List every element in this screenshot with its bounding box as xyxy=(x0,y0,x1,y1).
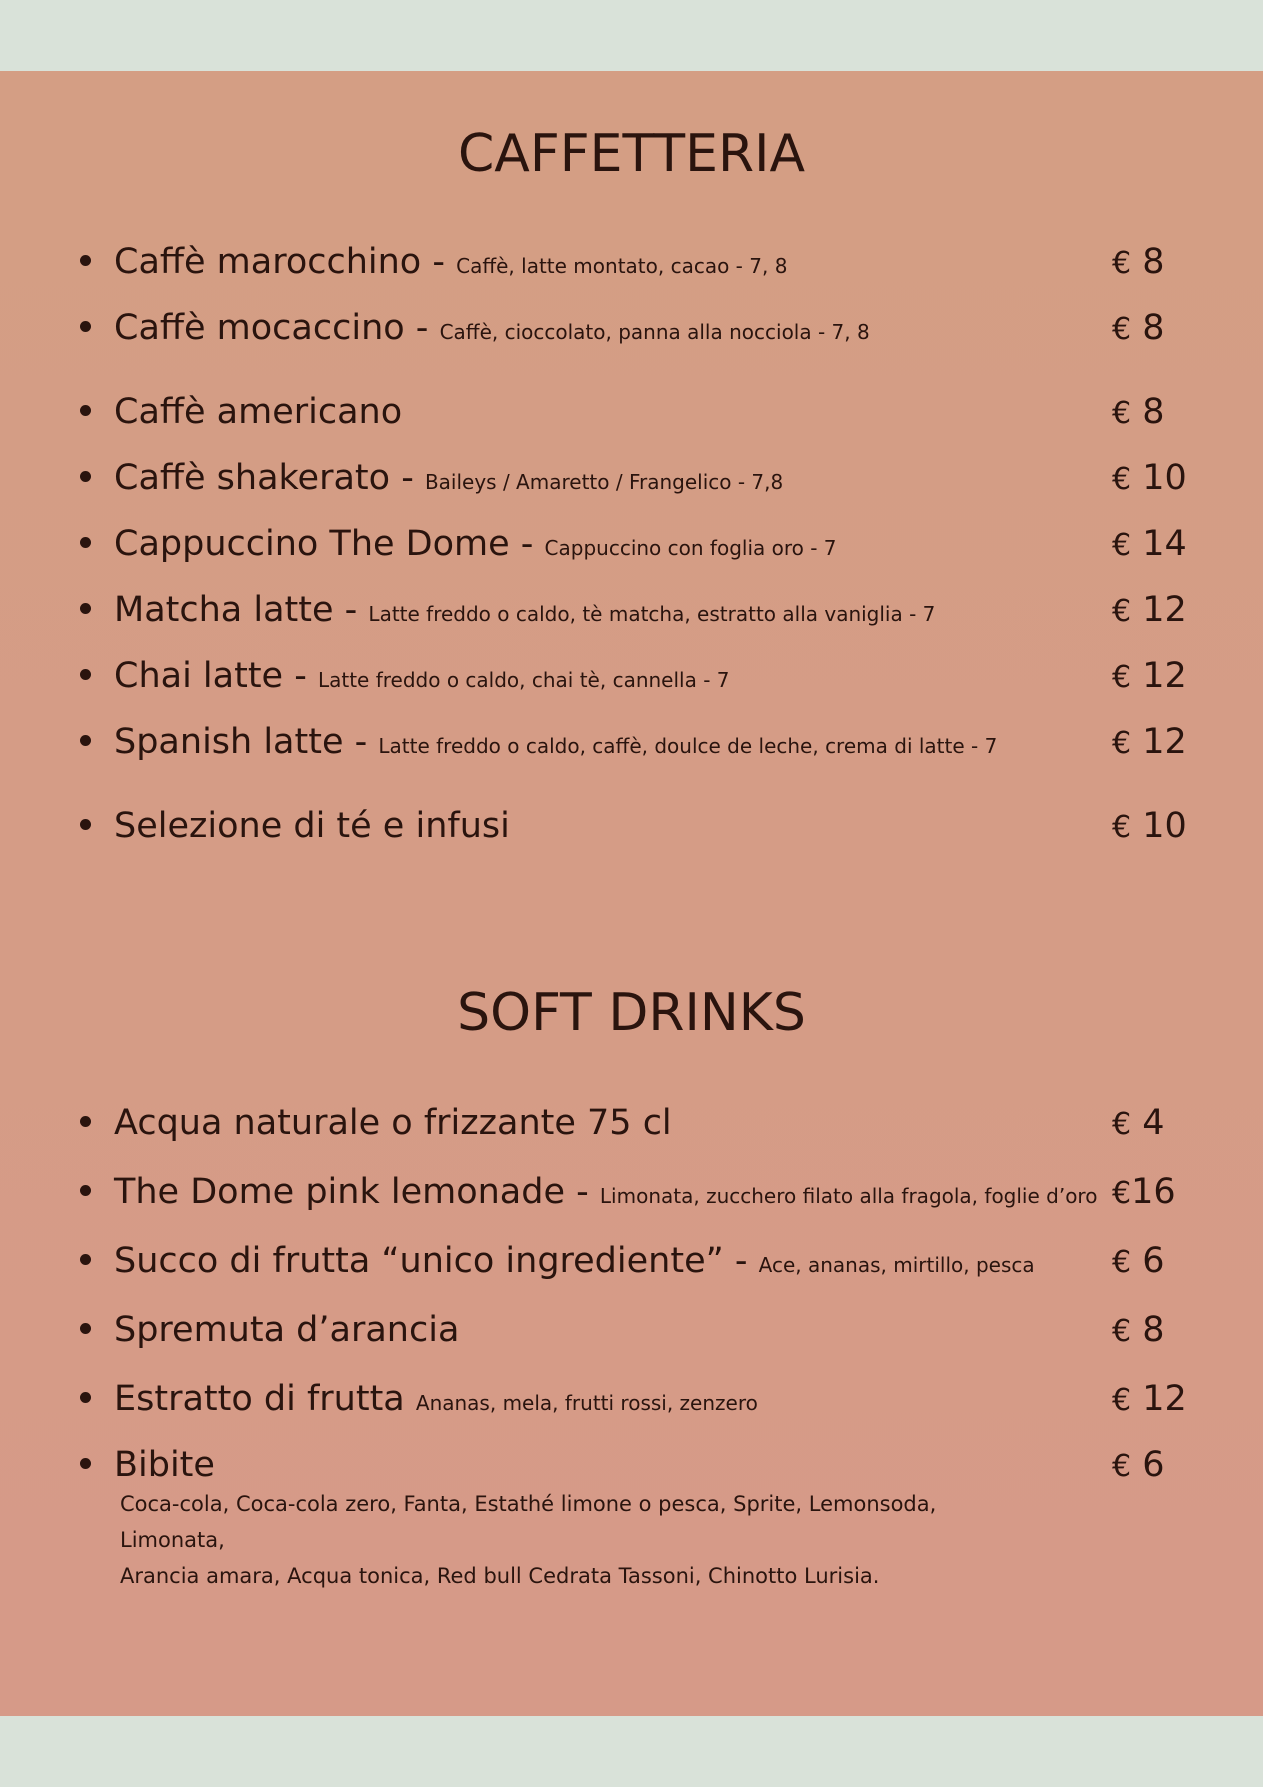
bullet-icon xyxy=(80,1254,91,1265)
menu-item-matcha-latte xyxy=(80,590,1187,643)
item-separator: - xyxy=(723,1241,759,1281)
currency-symbol: € xyxy=(1112,1107,1132,1142)
price-value: 8 xyxy=(1142,308,1165,348)
currency-symbol: € xyxy=(1112,660,1132,695)
item-name: Matcha latte xyxy=(114,590,334,630)
currency-symbol: € xyxy=(1112,1176,1132,1211)
currency-symbol: € xyxy=(1112,810,1132,845)
currency-symbol: € xyxy=(1112,726,1132,761)
bullet-icon xyxy=(80,321,91,332)
currency-symbol: € xyxy=(1112,462,1132,497)
bullet-icon xyxy=(80,471,91,482)
bullet-icon xyxy=(80,735,91,746)
item-price xyxy=(1112,1445,1165,1485)
item-price xyxy=(1112,1241,1165,1281)
item-name: The Dome pink lemonade xyxy=(114,1172,566,1212)
bullet-icon xyxy=(80,669,91,680)
menu-item-estratto-di-frutta xyxy=(80,1379,1187,1432)
menu-item-caffe-marocchino xyxy=(80,242,1180,295)
currency-symbol: € xyxy=(1112,594,1132,629)
item-separator: - xyxy=(283,656,318,696)
currency-symbol: € xyxy=(1112,246,1132,281)
menu-item-spanish-latte xyxy=(80,722,1187,775)
price-value: 12 xyxy=(1142,590,1187,630)
price-value: 8 xyxy=(1142,242,1165,282)
item-description: Baileys / Amaretto / Frangelico - 7,8 xyxy=(424,470,784,494)
price-value: 14 xyxy=(1142,524,1187,564)
item-name: Cappuccino The Dome xyxy=(114,524,510,564)
item-name: Bibite xyxy=(114,1445,215,1485)
bibite-list-line: Coca-cola, Coca-cola zero, Fanta, Estathé limone o pesca, Sprite, Lemonsoda, Limonata, xyxy=(120,1492,937,1552)
currency-symbol: € xyxy=(1112,1314,1132,1349)
item-price xyxy=(1112,656,1187,696)
bullet-icon xyxy=(80,1116,91,1127)
item-separator xyxy=(405,1379,416,1419)
item-price xyxy=(1112,722,1187,762)
item-price xyxy=(1112,1310,1165,1350)
item-price xyxy=(1112,806,1187,846)
item-price xyxy=(1112,458,1187,498)
item-separator: - xyxy=(390,458,425,498)
currency-symbol: € xyxy=(1112,396,1132,431)
menu-item-pink-lemonade xyxy=(80,1172,1180,1225)
item-separator: - xyxy=(404,308,440,348)
item-description: Latte freddo o caldo, caffè, doulce de leche, crema di latte - 7 xyxy=(378,734,998,758)
bullet-icon xyxy=(80,1392,91,1403)
menu-item-chai-latte xyxy=(80,656,1187,709)
currency-symbol: € xyxy=(1112,312,1132,347)
currency-symbol: € xyxy=(1112,1245,1132,1280)
price-value: 4 xyxy=(1142,1103,1165,1143)
price-value: 16 xyxy=(1131,1172,1176,1212)
price-value: 8 xyxy=(1142,392,1165,432)
currency-symbol: € xyxy=(1112,528,1132,563)
bullet-icon xyxy=(80,819,91,830)
item-price xyxy=(1112,524,1187,564)
currency-symbol: € xyxy=(1112,1449,1132,1484)
price-value: 12 xyxy=(1142,656,1187,696)
item-name: Spremuta d’arancia xyxy=(114,1310,460,1350)
item-description: Cappuccino con foglia oro - 7 xyxy=(544,536,837,560)
item-separator: - xyxy=(421,242,457,282)
section-title-caffetteria: CAFFETTERIA xyxy=(457,124,806,184)
item-name: Chai latte xyxy=(114,656,284,696)
item-description: Ace, ananas, mirtillo, pesca xyxy=(758,1253,1035,1277)
item-separator: - xyxy=(509,524,545,564)
menu-item-caffe-americano xyxy=(80,392,1180,445)
menu-item-selezione-te xyxy=(80,806,1187,859)
item-description: Caffè, latte montato, cacao - 7, 8 xyxy=(456,254,788,278)
currency-symbol: € xyxy=(1112,1383,1132,1418)
menu-item-succo-di-frutta xyxy=(80,1241,1180,1294)
menu-item-caffe-shakerato xyxy=(80,458,1187,511)
bullet-icon xyxy=(80,255,91,266)
item-name: Spanish latte xyxy=(114,722,344,762)
price-value: 10 xyxy=(1142,806,1187,846)
item-price xyxy=(1112,590,1187,630)
price-value: 8 xyxy=(1142,1310,1165,1350)
menu-item-spremuta xyxy=(80,1310,1180,1363)
bullet-icon xyxy=(80,537,91,548)
item-name: Caffè americano xyxy=(114,392,403,432)
item-name: Estratto di frutta xyxy=(114,1379,405,1419)
item-price xyxy=(1112,242,1165,282)
bullet-icon xyxy=(80,1185,91,1196)
item-description: Latte freddo o caldo, chai tè, cannella - 7 xyxy=(317,668,730,692)
bullet-icon xyxy=(80,1323,91,1334)
bullet-icon xyxy=(80,405,91,416)
item-name: Caffè mocaccino xyxy=(114,308,405,348)
bibite-list xyxy=(120,1486,1020,1594)
price-value: 10 xyxy=(1142,458,1187,498)
item-separator: - xyxy=(565,1172,600,1212)
item-description: Ananas, mela, frutti rossi, zenzero xyxy=(415,1391,758,1415)
item-name: Caffè marocchino xyxy=(114,242,422,282)
item-price xyxy=(1112,1172,1176,1212)
item-price xyxy=(1112,1103,1165,1143)
item-description: Caffè, cioccolato, panna alla nocciola - 7, 8 xyxy=(439,320,870,344)
item-name: Succo di frutta “unico ingrediente” xyxy=(114,1241,724,1281)
item-description: Latte freddo o caldo, tè matcha, estratto alla vaniglia - 7 xyxy=(368,602,936,626)
item-name: Caffè shakerato xyxy=(114,458,391,498)
item-price xyxy=(1112,308,1165,348)
price-value: 6 xyxy=(1142,1445,1165,1485)
menu-page xyxy=(0,71,1263,1716)
price-value: 12 xyxy=(1142,722,1187,762)
item-name: Selezione di té e infusi xyxy=(114,806,510,846)
price-value: 6 xyxy=(1142,1241,1165,1281)
bibite-list-line: Arancia amara, Acqua tonica, Red bull Cedrata Tassoni, Chinotto Lurisia. xyxy=(120,1564,880,1588)
item-separator: - xyxy=(333,590,369,630)
item-description: Limonata, zucchero filato alla fragola, foglie d’oro xyxy=(599,1184,1098,1208)
item-price xyxy=(1112,1379,1187,1419)
menu-item-caffe-mocaccino xyxy=(80,308,1180,361)
menu-item-acqua xyxy=(80,1103,1180,1156)
bullet-icon xyxy=(80,1458,91,1469)
item-separator: - xyxy=(343,722,379,762)
item-name: Acqua naturale o frizzante 75 cl xyxy=(114,1103,672,1143)
bullet-icon xyxy=(80,603,91,614)
item-price xyxy=(1112,392,1165,432)
section-title-soft-drinks: SOFT DRINKS xyxy=(457,983,806,1043)
menu-item-cappuccino-the-dome xyxy=(80,524,1187,577)
price-value: 12 xyxy=(1142,1379,1187,1419)
